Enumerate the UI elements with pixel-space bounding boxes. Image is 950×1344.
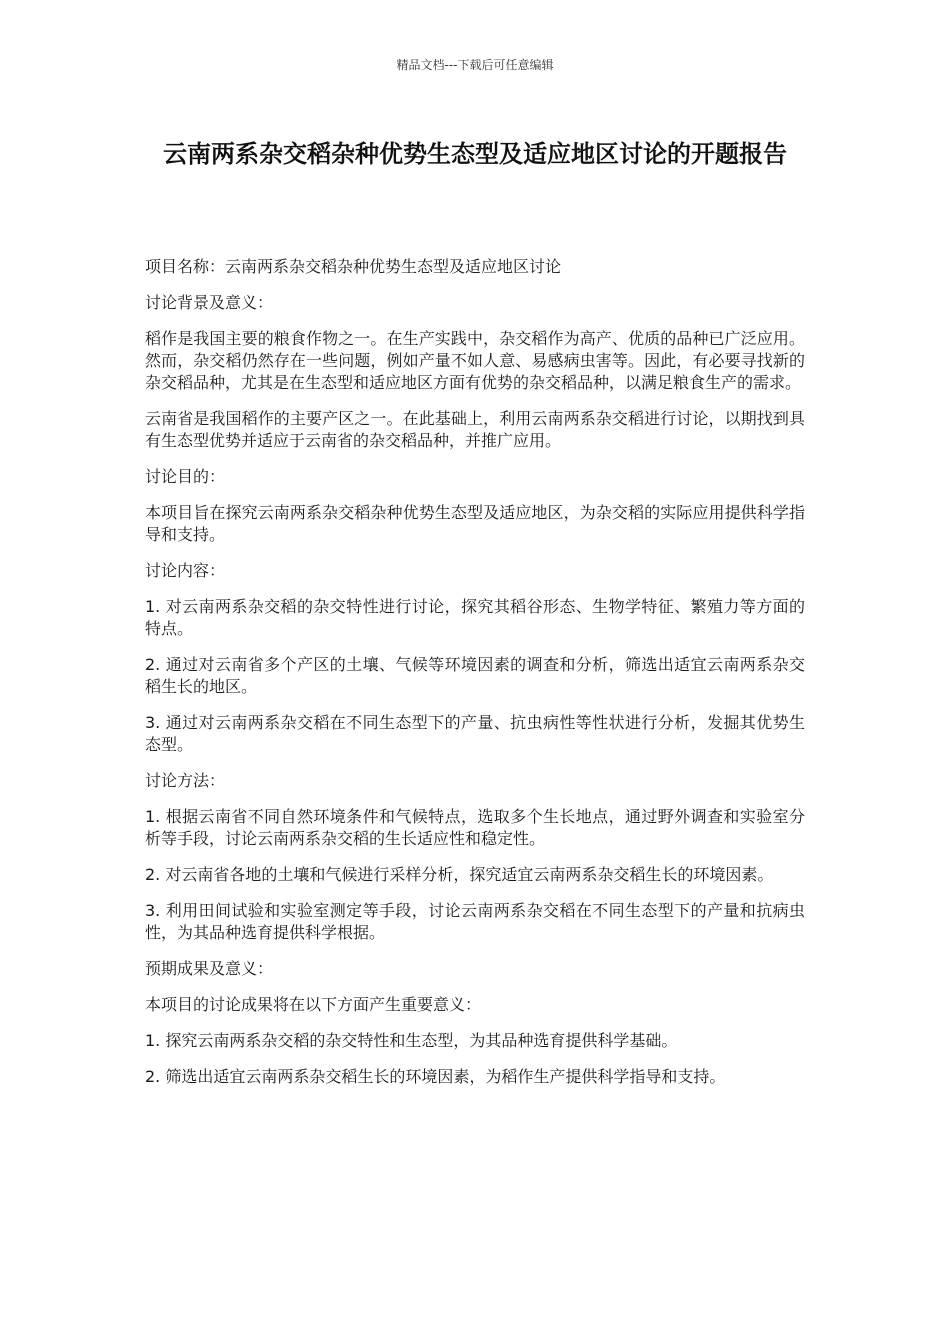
method-item-3: 3. 利用田间试验和实验室测定等手段，讨论云南两系杂交稻在不同生态型下的产量和抗病虫性，为其品种选育提供科学根据。 [145,901,805,942]
header-note: 精品文档---下载后可任意编辑 [396,58,554,72]
method-item-2: 2. 对云南省各地的土壤和气候进行采样分析，探究适宜云南两系杂交稻生长的环境因素。 [145,865,774,884]
content-item-3: 3. 通过对云南两系杂交稻在不同生态型下的产量、抗虫病性等性状进行分析，发掘其优势生态型。 [145,713,805,754]
paragraph-background-1: 稻作是我国主要的粮食作物之一。在生产实践中，杂交稻作为高产、优质的品种已广泛应用。然而，杂交稻仍然存在一些问题，例如产量不如人意、易感病虫害等。因此，有必要寻找新的杂交稻品种，尤其是在生态型和适应地区方面有优势的杂交稻品种，以满足粮食生产的需求。 [145,329,805,392]
paragraph-purpose: 本项目旨在探究云南两系杂交稻杂种优势生态型及适应地区，为杂交稻的实际应用提供科学指导和支持。 [145,503,805,544]
section-heading-background: 讨论背景及意义： [145,293,274,312]
content-item-2: 2. 通过对云南省多个产区的土壤、气候等环境因素的调查和分析，筛选出适宜云南两系杂交稻生长的地区。 [145,655,805,696]
section-heading-purpose: 讨论目的： [145,467,226,486]
section-heading-content: 讨论内容： [145,561,226,580]
section-heading-method: 讨论方法： [145,771,226,790]
document-body [145,256,805,1102]
outcome-item-1: 1. 探究云南两系杂交稻的杂交特性和生态型，为其品种选育提供科学基础。 [145,1031,678,1050]
paragraph-background-2: 云南省是我国稻作的主要产区之一。在此基础上，利用云南两系杂交稻进行讨论，以期找到具有生态型优势并适应于云南省的杂交稻品种，并推广应用。 [145,409,805,450]
outcome-item-2: 2. 筛选出适宜云南两系杂交稻生长的环境因素，为稻作生产提供科学指导和支持。 [145,1067,726,1086]
document-title: 云南两系杂交稻杂种优势生态型及适应地区讨论的开题报告 [163,140,787,168]
method-item-1: 1. 根据云南省不同自然环境条件和气候特点，选取多个生长地点，通过野外调查和实验室分析等手段，讨论云南两系杂交稻的生长适应性和稳定性。 [145,807,805,848]
project-name-line: 项目名称：云南两系杂交稻杂种优势生态型及适应地区讨论 [145,257,562,276]
content-item-1: 1. 对云南两系杂交稻的杂交特性进行讨论，探究其稻谷形态、生物学特征、繁殖力等方面的特点。 [145,597,805,638]
paragraph-outcomes-intro: 本项目的讨论成果将在以下方面产生重要意义： [145,995,482,1014]
section-heading-outcomes: 预期成果及意义： [145,959,274,978]
